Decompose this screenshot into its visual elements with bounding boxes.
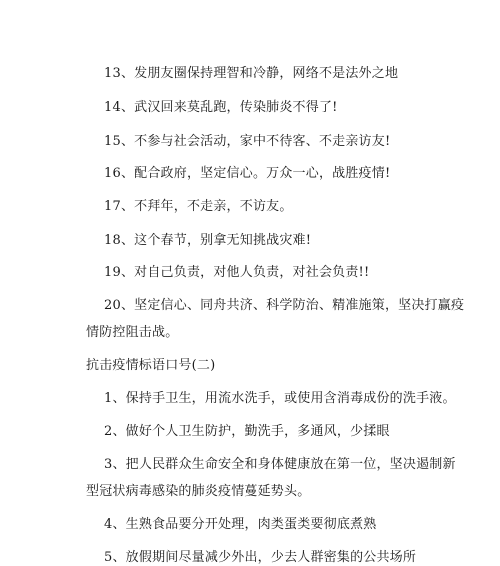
section-item-5: 5、放假期间尽量减少外出，少去人群密集的公共场所	[104, 550, 417, 565]
section-item-2: 2、做好个人卫生防护，勤洗手，多通风，少揉眼	[104, 424, 390, 439]
slogan-item-15: 15、不参与社会活动，家中不待客、不走亲访友!	[104, 134, 391, 149]
section-item-1: 1、保持手卫生，用流水洗手，或使用含消毒成份的洗手液。	[104, 391, 456, 406]
slogan-item-16: 16、配合政府，坚定信心。万众一心，战胜疫情!	[104, 166, 391, 181]
slogan-item-14: 14、武汉回来莫乱跑，传染肺炎不得了!	[104, 100, 338, 115]
section-item-4: 4、生熟食品要分开处理，肉类蛋类要彻底煮熟	[104, 517, 377, 532]
slogan-item-13: 13、发朋友圈保持理智和冷静，网络不是法外之地	[104, 66, 399, 81]
slogan-item-17: 17、不拜年，不走亲，不访友。	[104, 199, 293, 214]
section-item-3: 3、把人民群众生命安全和身体健康放在第一位，坚决遏制新型冠状病毒感染的肺炎疫情蔓延势头。	[86, 457, 456, 499]
section-heading: 抗击疫情标语口号(二)	[86, 358, 216, 373]
slogan-item-19: 19、对自己负责，对他人负责，对社会负责!!	[104, 265, 370, 280]
slogan-item-18: 18、这个春节，别拿无知挑战灾难!	[104, 233, 312, 248]
slogan-item-20: 20、坚定信心、同舟共济、科学防治、精准施策，坚决打赢疫情防控阻击战。	[86, 298, 465, 340]
